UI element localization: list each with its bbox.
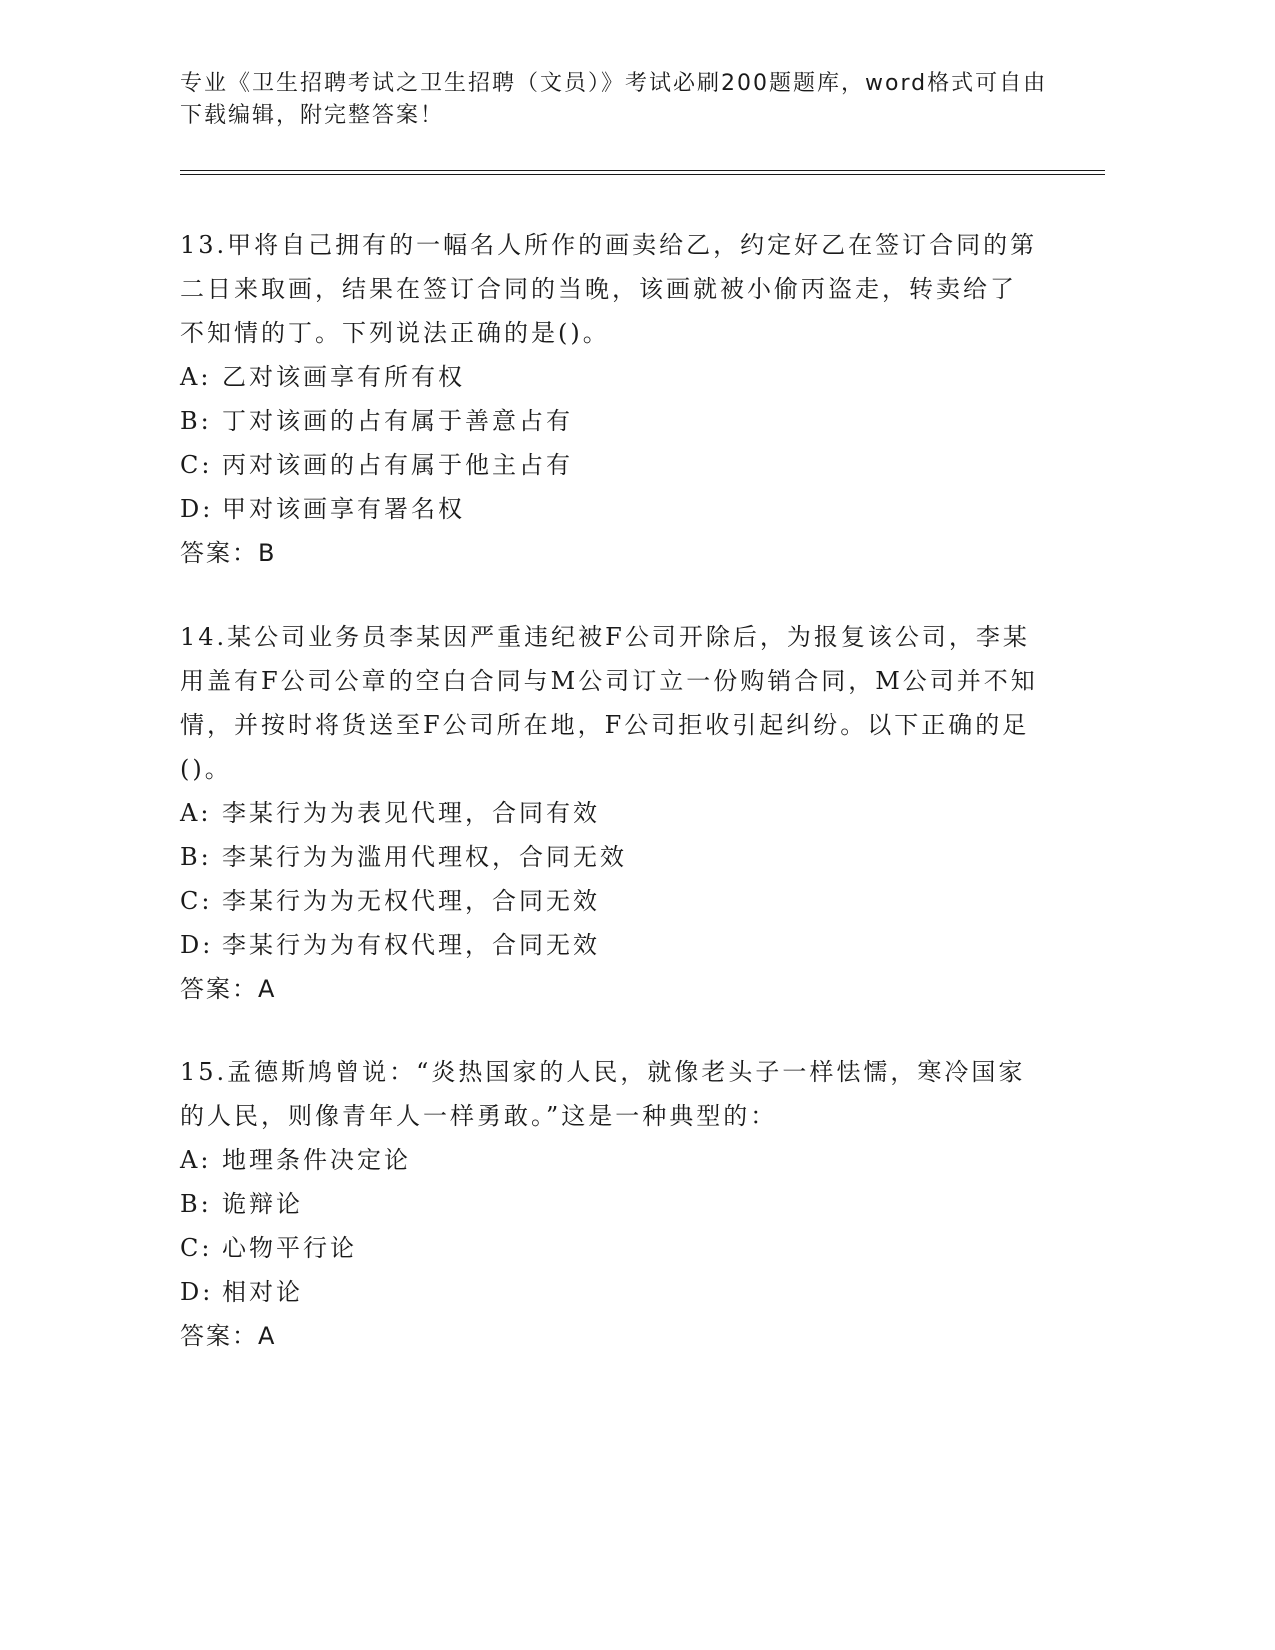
question-stem: 13.甲将自己拥有的一幅名人所作的画卖给乙，约定好乙在签订合同的第二日来取画，结果在签订合同的当晚，该画就被小偷丙盗走，转卖给了不知情的丁。下列说法正确的是()。 [180, 231, 1038, 347]
option-a [180, 355, 1040, 399]
option-letter: B: [180, 1190, 212, 1218]
question-13 [180, 223, 1040, 575]
answer-line: 答案：B [180, 539, 277, 567]
option-text: 甲对该画享有署名权 [222, 495, 465, 523]
document-header [180, 68, 1060, 132]
option-text: 心物平行论 [222, 1234, 357, 1262]
header-divider-bottom [180, 174, 1105, 175]
header-intro-text: 专业《卫生招聘考试之卫生招聘（文员）》考试必刷200题题库，word格式可自由下载编辑，附完整答案！ [180, 71, 1048, 128]
option-text: 乙对该画享有所有权 [222, 363, 465, 391]
option-text: 丁对该画的占有属于善意占有 [222, 407, 573, 435]
option-text: 地理条件决定论 [222, 1146, 411, 1174]
question-14 [180, 615, 1040, 1011]
option-letter: D: [180, 931, 214, 959]
answer-line: 答案：A [180, 1322, 277, 1350]
option-c [180, 879, 1040, 923]
option-a [180, 791, 1040, 835]
answer-line: 答案：A [180, 975, 277, 1003]
option-letter: A: [180, 363, 212, 391]
option-letter: C: [180, 1234, 213, 1262]
option-text: 李某行为为滥用代理权，合同无效 [222, 843, 627, 871]
option-text: 李某行为为无权代理，合同无效 [222, 887, 600, 915]
option-b [180, 835, 1040, 879]
option-text: 相对论 [222, 1278, 303, 1306]
option-a [180, 1138, 1040, 1182]
option-letter: B: [180, 843, 212, 871]
option-c [180, 443, 1040, 487]
option-text: 李某行为为表见代理，合同有效 [222, 799, 600, 827]
option-text: 诡辩论 [222, 1190, 303, 1218]
header-divider-top [180, 170, 1105, 171]
option-d [180, 1270, 1040, 1314]
option-letter: C: [180, 451, 213, 479]
option-d [180, 487, 1040, 531]
option-b [180, 1182, 1040, 1226]
option-c [180, 1226, 1040, 1270]
option-text: 李某行为为有权代理，合同无效 [222, 931, 600, 959]
option-letter: A: [180, 799, 212, 827]
question-15 [180, 1050, 1040, 1358]
question-stem: 14.某公司业务员李某因严重违纪被F公司开除后，为报复该公司，李某用盖有F公司公章的空白合同与M公司订立一份购销合同，M公司并不知情，并按时将货送至F公司所在地，F公司拒收引起纠纷。以下正确的足()。 [180, 623, 1038, 783]
option-letter: D: [180, 1278, 214, 1306]
option-letter: C: [180, 887, 213, 915]
option-letter: A: [180, 1146, 212, 1174]
option-b [180, 399, 1040, 443]
option-text: 丙对该画的占有属于他主占有 [222, 451, 573, 479]
question-stem: 15.孟德斯鸠曾说：“炎热国家的人民，就像老头子一样怯懦，寒冷国家的人民，则像青年人一样勇敢。”这是一种典型的： [180, 1058, 1026, 1130]
option-letter: D: [180, 495, 214, 523]
option-d [180, 923, 1040, 967]
option-letter: B: [180, 407, 212, 435]
